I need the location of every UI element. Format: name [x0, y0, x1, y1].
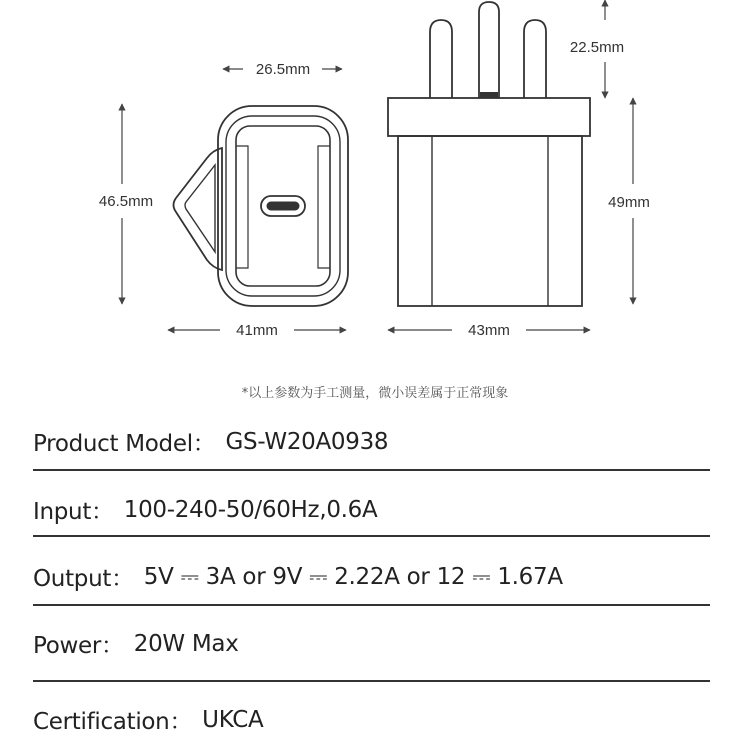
pin-length-dimension: [570, 0, 624, 98]
front-height-dimension: [99, 104, 153, 304]
charger-side-view: [388, 2, 590, 306]
side-width-dimension: [388, 322, 590, 339]
divider: [33, 680, 710, 682]
divider: [33, 469, 710, 471]
spec-row-certification: [33, 703, 710, 736]
side-height-dimension: [608, 98, 650, 304]
divider: [33, 535, 710, 537]
front-height-label: 46.5mm: [98, 193, 154, 210]
front-width-label: 26.5mm: [255, 61, 311, 78]
spec-key: Product Model：: [33, 431, 216, 457]
spec-value: 5V ⎓ 3A or 9V ⎓ 2.22A or 12 ⎓ 1.67A: [143, 563, 563, 590]
pin-length-label: 22.5mm: [569, 39, 625, 56]
charger-front-view: [174, 106, 349, 306]
spec-key: Certification：: [33, 709, 193, 735]
spec-key: Output：: [33, 566, 134, 592]
divider: [33, 604, 710, 606]
front-width-dimension: [223, 61, 342, 78]
measurement-note: *以上参数为手工测量，微小误差属于正常现象: [241, 386, 509, 401]
spec-row-output: [33, 560, 710, 593]
spec-key: Power：: [33, 633, 124, 659]
side-height-label: 49mm: [608, 194, 650, 211]
spec-value: 20W Max: [133, 630, 239, 657]
spec-value: GS-W20A0938: [225, 428, 389, 455]
front-depth-dimension: [168, 322, 346, 339]
spec-row-input: [33, 493, 710, 526]
spec-row-power: [33, 627, 710, 660]
spec-value: 100-240-50/60Hz,0.6A: [123, 496, 378, 523]
spec-row-product-model: [33, 425, 710, 458]
side-width-label: 43mm: [468, 322, 510, 339]
spec-key: Input：: [33, 499, 114, 525]
spec-value: UKCA: [202, 706, 264, 733]
front-depth-label: 41mm: [236, 322, 278, 339]
